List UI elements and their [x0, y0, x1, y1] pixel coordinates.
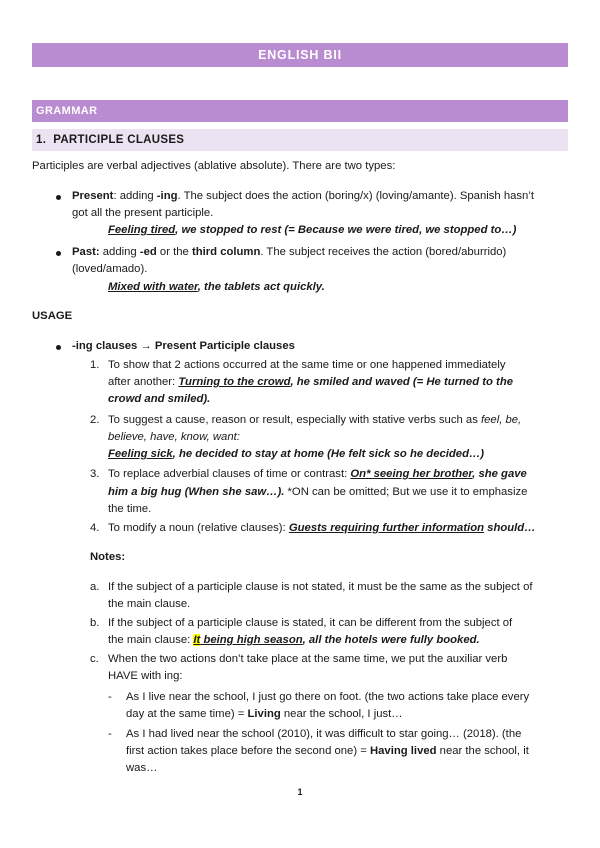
past-suffix: -ed	[139, 246, 157, 258]
document-title-bar	[32, 43, 568, 67]
use-3-text: To replace adverbial clauses of time or contrast:	[108, 468, 351, 480]
dash-2: -	[108, 728, 112, 740]
note-c-ex2-rest: near the school, it	[436, 745, 529, 757]
past-example-underlined: Mixed with water	[108, 281, 198, 293]
use-2-line-1	[108, 412, 521, 429]
intro-paragraph: Participles are verbal adjectives (ablative absolute). There are two types:	[32, 160, 396, 172]
use-2-example-underlined: Feeling sick	[108, 448, 173, 460]
present-example-underlined: Feeling tired	[108, 224, 176, 236]
note-c-example-1-line-1: As I live near the school, I just go there on foot. (the two actions take place every	[126, 691, 530, 703]
use-3-line-2	[108, 484, 527, 501]
note-c-example-2-line-1: As I had lived near the school (2010), it was difficult to star going… (2018). (the	[126, 728, 522, 740]
note-c-ex1-rest: near the school, I just…	[280, 708, 403, 720]
section-number: 1.	[36, 134, 47, 146]
note-a-line-1: If the subject of a participle clause is not stated, it must be the same as the subject of	[108, 581, 533, 593]
present-text-2: . The subject does the action (boring/x) (loving/amante). Spanish hasn’t	[177, 190, 534, 202]
present-line-2: got all the present participle.	[72, 207, 214, 219]
notes-heading: Notes:	[90, 551, 126, 563]
ing-clauses-heading: -ing clauses → Present Participle clauses	[72, 340, 295, 352]
page-number: 1	[297, 787, 303, 797]
bullet-present	[56, 195, 61, 200]
use-1-example-underlined: Turning to the crowd	[178, 376, 291, 388]
note-b-line-1: If the subject of a participle clause is stated, it can be different from the subject of	[108, 617, 513, 629]
note-c-example-2-line-3: was…	[126, 762, 158, 774]
grammar-heading: GRAMMAR	[36, 105, 98, 117]
past-third-column: third column	[191, 246, 261, 258]
past-line-2: (loved/amado).	[72, 263, 148, 275]
note-c-ex2-bold: Having lived	[369, 745, 437, 757]
past-text-2: or the	[156, 246, 192, 258]
note-c-line-1: When the two actions don’t take place at the same time, we put the auxiliar verb	[108, 653, 508, 665]
note-c-line-2: HAVE with ing:	[108, 670, 183, 682]
note-c-example-2-line-2	[126, 743, 529, 760]
note-c-letter: c.	[90, 653, 99, 665]
note-b-text: the main clause:	[108, 634, 194, 646]
use-1-number: 1.	[90, 359, 100, 371]
past-term: Past:	[72, 246, 100, 258]
use-2-example	[108, 446, 484, 463]
use-4-number: 4.	[90, 522, 100, 534]
present-text-1: : adding	[113, 190, 157, 202]
present-term: Present	[72, 190, 114, 202]
use-1-line-3: crowd and smiled).	[108, 393, 211, 405]
note-b-highlight: It	[193, 634, 201, 646]
use-1-example-rest: , he smiled and waved (= He turned to the	[290, 376, 513, 388]
note-b-example-rest: , all the hotels were fully booked.	[302, 634, 480, 646]
present-line-1	[72, 188, 534, 205]
use-4-example-underlined: Guests requiring further information	[288, 522, 485, 534]
use-3-example-underlined: On* seeing her brother	[350, 468, 473, 480]
grammar-heading-bar	[32, 100, 568, 122]
use-2-example-rest: , he decided to stay at home (He felt sick so he decided…)	[172, 448, 485, 460]
use-1-line-1: To show that 2 actions occurred at the same time or one happened immediately	[108, 359, 506, 371]
note-c-ex2-text: first action takes place before the second one) =	[126, 745, 370, 757]
use-3-note: *ON can be omitted; But we use it to emphasize	[284, 486, 528, 498]
note-b-example-underlined: being high season	[200, 634, 303, 646]
note-b-letter: b.	[90, 617, 100, 629]
use-3-example-rest: , she gave	[472, 468, 527, 480]
present-example	[108, 222, 516, 239]
use-3-number: 3.	[90, 468, 100, 480]
use-2-line-2: believe, have, know, want:	[108, 431, 240, 443]
note-c-example-1-line-2	[126, 706, 403, 723]
use-4-text: To modify a noun (relative clauses):	[108, 522, 289, 534]
section-heading-bar	[32, 129, 568, 151]
use-4-line	[108, 520, 536, 537]
note-a-line-2: the main clause.	[108, 598, 191, 610]
section-title: PARTICIPLE CLAUSES	[53, 134, 185, 146]
use-3-example-cont: him a big hug (When she saw…).	[108, 486, 285, 498]
use-3-line-3: the time.	[108, 503, 152, 515]
use-2-text: To suggest a cause, reason or result, especially with stative verbs such as	[108, 414, 481, 426]
past-example	[108, 279, 325, 296]
use-3-line-1	[108, 466, 527, 483]
bullet-past	[56, 251, 61, 256]
note-a-letter: a.	[90, 581, 100, 593]
note-c-ex1-bold: Living	[247, 708, 281, 720]
bullet-ing-clauses	[56, 345, 61, 350]
past-text-1: adding	[99, 246, 140, 258]
present-example-rest: , we stopped to rest (= Because we were tired, we stopped to…)	[175, 224, 517, 236]
past-text-3: . The subject receives the action (bored/aburrido)	[260, 246, 507, 258]
use-1-line-2	[108, 374, 513, 391]
document-title: ENGLISH BII	[258, 48, 342, 62]
present-suffix: -ing	[156, 190, 178, 202]
note-b-line-2	[108, 632, 480, 649]
note-c-ex1-text: day at the same time) =	[126, 708, 248, 720]
use-2-number: 2.	[90, 414, 100, 426]
past-example-rest: , the tablets act quickly.	[197, 281, 325, 293]
use-4-example-rest: should…	[484, 522, 536, 534]
use-2-verbs: feel, be,	[480, 414, 522, 426]
usage-heading: USAGE	[32, 310, 73, 322]
dash-1: -	[108, 691, 112, 703]
past-line-1	[72, 244, 506, 261]
use-1-text: after another:	[108, 376, 179, 388]
